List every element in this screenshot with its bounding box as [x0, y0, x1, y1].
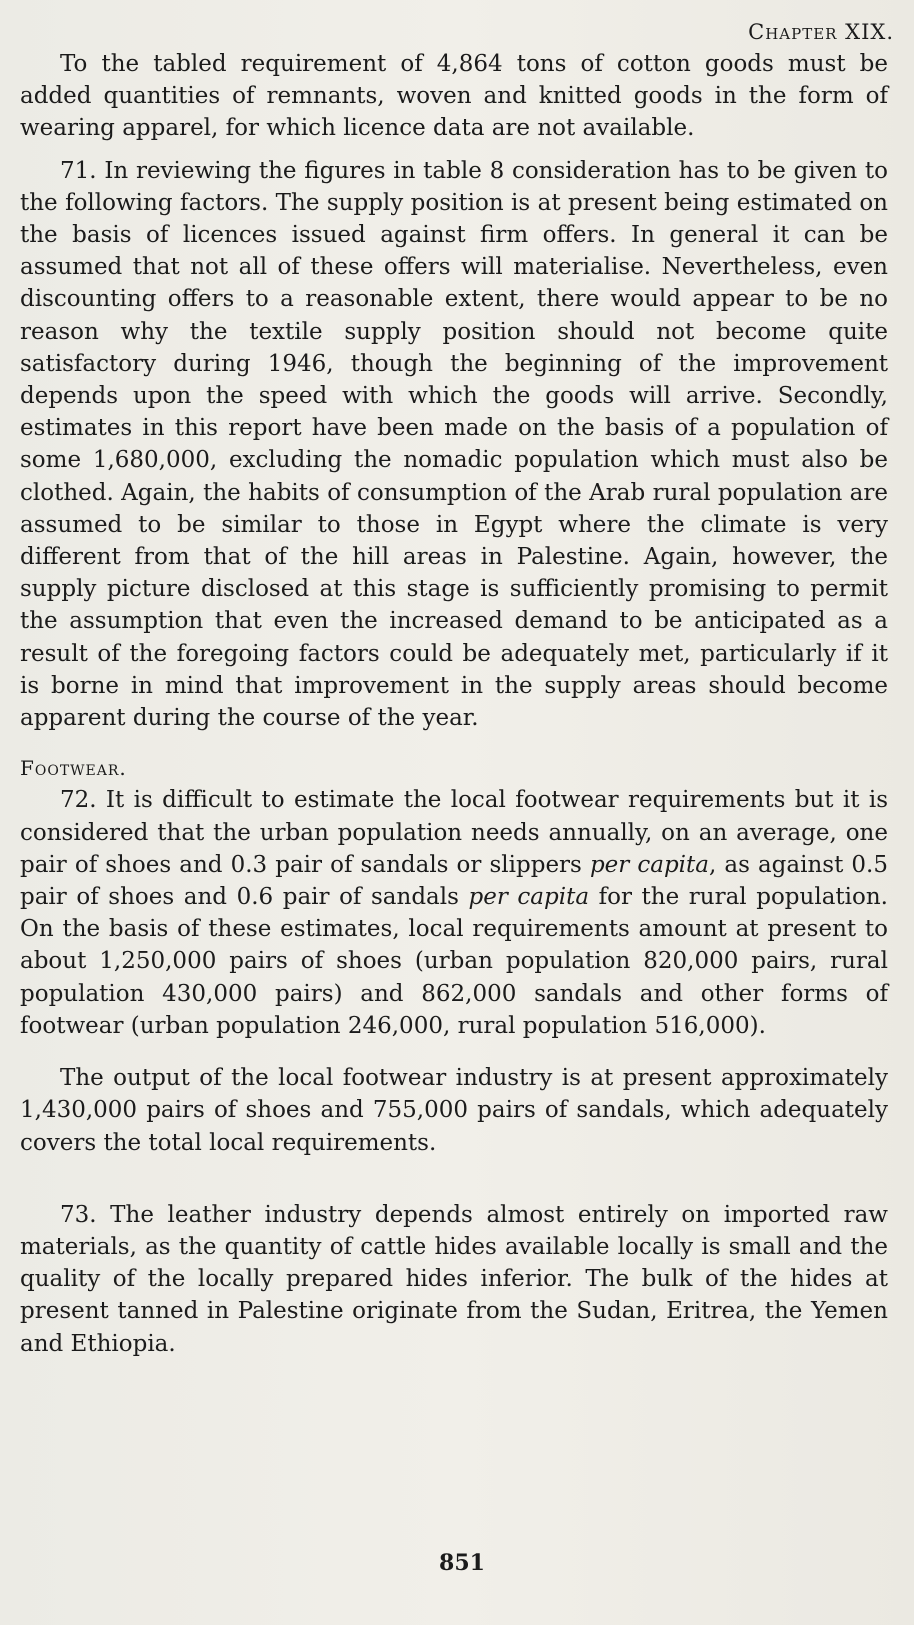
page-number — [0, 1550, 914, 1576]
per-capita-term-2: per capita — [468, 884, 590, 911]
paragraph-output: The output of the local footwear industry is at present approximately 1,430,000 pairs of shoes and 755,000 pairs of sandals, which adequately covers the total local requirements. — [20, 1065, 888, 1156]
section-heading-footwear: Footwear. — [20, 756, 127, 781]
paragraph-72-part2: , as against 0.5 pair of shoes and 0.6 pair of sandals — [20, 851, 888, 911]
page-number-text: 851 — [439, 1550, 485, 1576]
per-capita-term-1: per capita — [589, 851, 709, 878]
paragraph-73: 73. The leather industry depends almost entirely on imported raw materials, as the quantity of cattle hides available locally is small and the quality of the locally prepared hides inferior. The bulk of the hides at present tanned in Palestine originate from the Sudan, Eritrea, the Yemen and Ethiopia. — [20, 1201, 888, 1357]
paragraph-72 — [20, 784, 888, 1042]
paragraph-lead: To the tabled requirement of 4,864 tons of cotton goods must be added quantities of remnants, woven and knitted goods in the form of wearing apparel, for which licence data are not available. — [20, 51, 888, 142]
paragraph-72-part1: 72. It is difficult to estimate the local footwear requirements but it is considered that the urban population needs annually, on an average, one pair of shoes and 0.3 pair of sandals or slippers — [20, 787, 888, 878]
paragraph-71: 71. In reviewing the figures in table 8 consideration has to be given to the following factors. The supply position is at present being estimated on the basis of licences issued against firm offers. In general it can be assumed that not all of these offers will materialise. Nevertheless, even discounting offers to a reasonable extent, there would appear to be no reason why the textile supply position should not become quite satisfactory during 1946, though the beginning of the improvement depends upon the speed with which the goods will arrive. Secondly, estimates in this report have been made on the basis of a population of some 1,680,000, excluding the nomadic population which must also be clothed. Again, the habits of consumption of the Arab rural population are assumed to be similar to those in Egypt where the climate is very different from that of the hill areas in Palestine. Again, however, the supply picture disclosed at this stage is sufficiently promising to permit the assumption that even the increased demand to be anticipated as a result of the foregoing factors could be adequately met, particularly if it is borne in mind that improvement in the supply areas should become apparent during the course of the year. — [20, 157, 888, 732]
body-text — [20, 48, 888, 1360]
paragraph-72-part3: for the rural population. On the basis of these estimates, local requirements amount at present to about 1,250,000 pairs of shoes (urban population 820,000 pairs, rural population 430,000 pairs) and 862,000 sandals and other forms of footwear (urban population 246,000, rural population 516,000). — [20, 884, 888, 1039]
chapter-header: Chapter XIX. — [748, 20, 894, 44]
